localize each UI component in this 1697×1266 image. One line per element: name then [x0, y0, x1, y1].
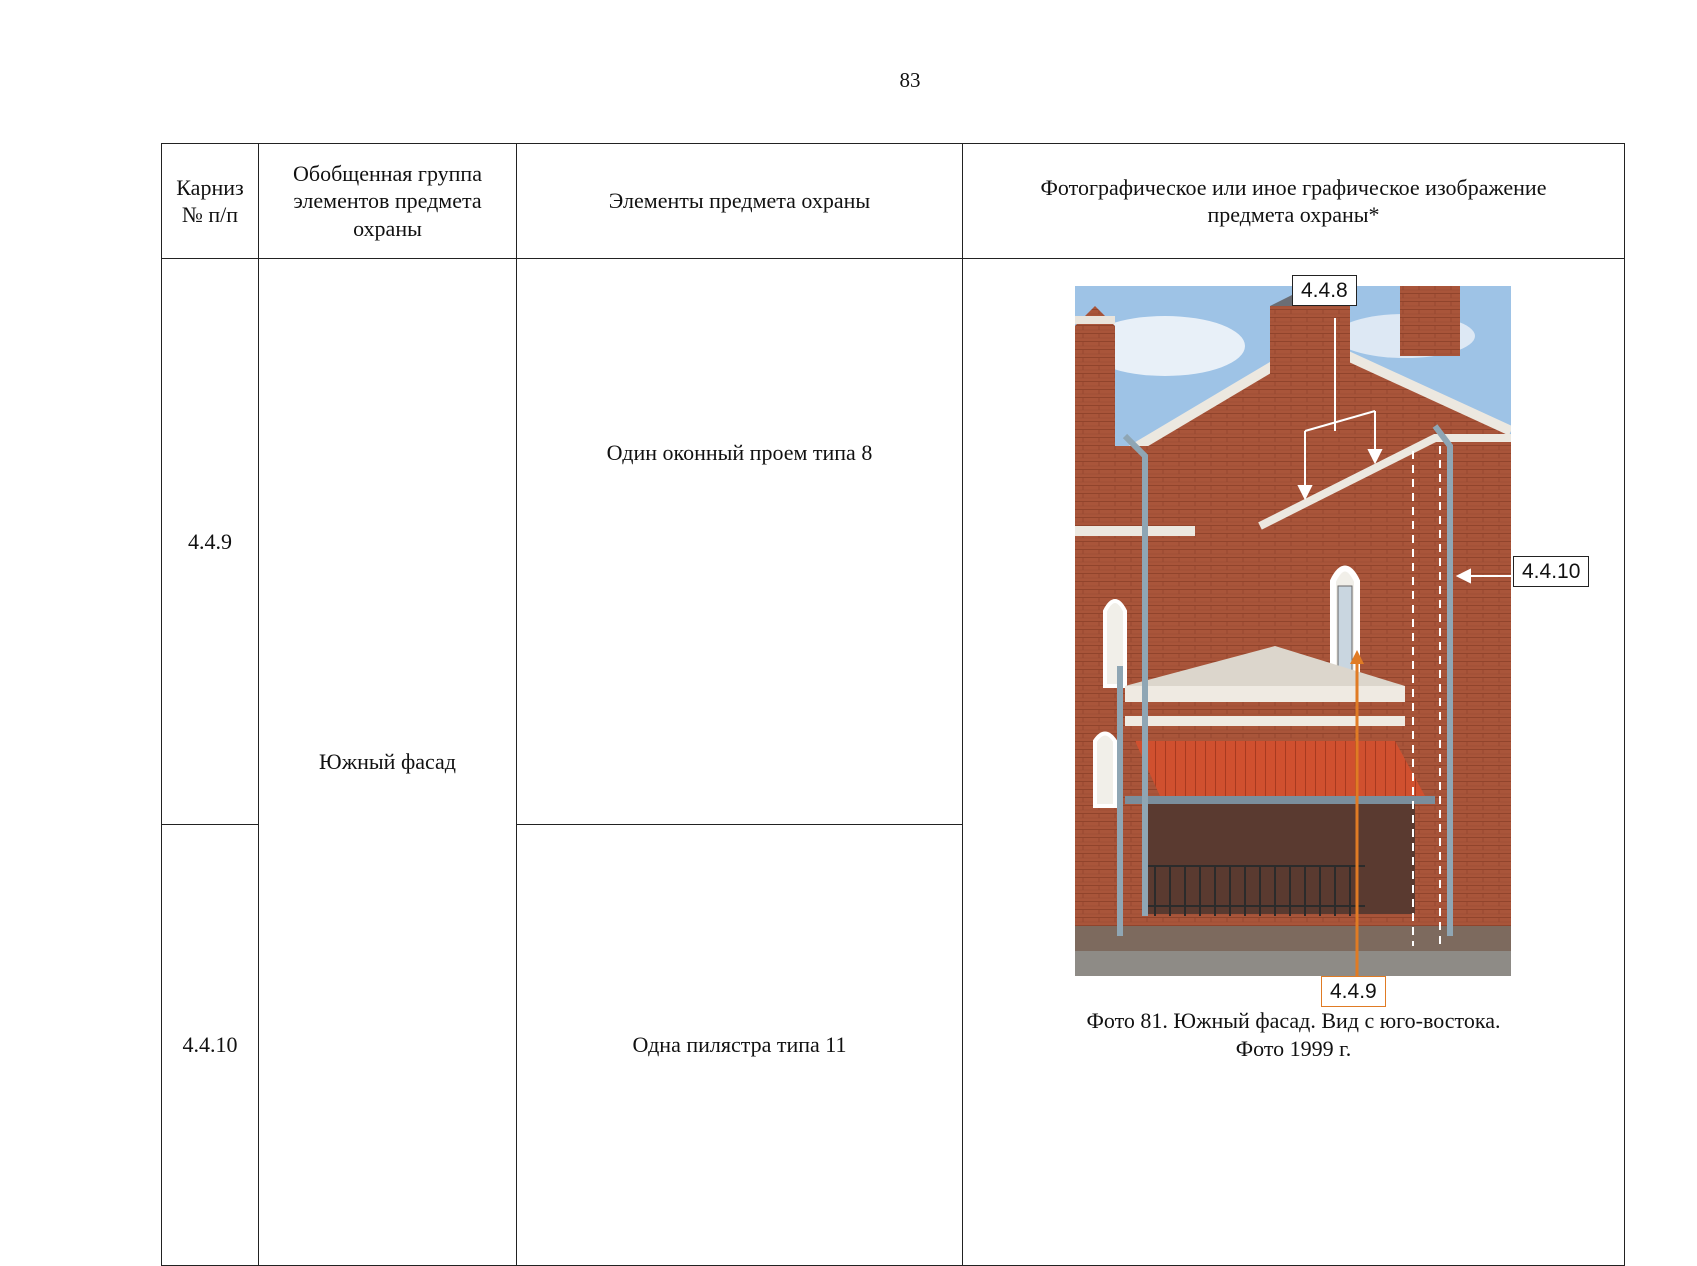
header-elements: Элементы предмета охраны	[517, 144, 963, 259]
protection-elements-table	[161, 143, 1625, 1266]
photo-caption	[963, 1007, 1624, 1062]
callout-label-right: 4.4.10	[1513, 556, 1589, 587]
row-element: Один оконный проем типа 8	[517, 259, 963, 825]
header-group: Обобщенная группа элементов предмета охраны	[259, 144, 517, 259]
header-number: Карниз № п/п	[162, 144, 259, 259]
group-cell: Южный фасад	[259, 259, 517, 1266]
row-element: Одна пилястра типа 11	[517, 825, 963, 1266]
facade-photo-drawing	[1075, 286, 1511, 976]
row-number: 4.4.9	[162, 259, 259, 825]
facade-photo	[1075, 279, 1581, 1003]
photo-cell	[963, 259, 1625, 1266]
table-row	[162, 259, 1625, 825]
header-photo: Фотографическое или иное графическое изображение предмета охраны*	[963, 144, 1625, 259]
row-number: 4.4.10	[162, 825, 259, 1266]
callout-label-top: 4.4.8	[1292, 275, 1357, 306]
photo-caption-line1: Фото 81. Южный фасад. Вид с юго-востока.	[1086, 1008, 1501, 1033]
table-header-row	[162, 144, 1625, 259]
photo-caption-line2: Фото 1999 г.	[1235, 1035, 1352, 1061]
page-number: 83	[899, 68, 921, 92]
callout-label-bottom: 4.4.9	[1321, 976, 1386, 1007]
